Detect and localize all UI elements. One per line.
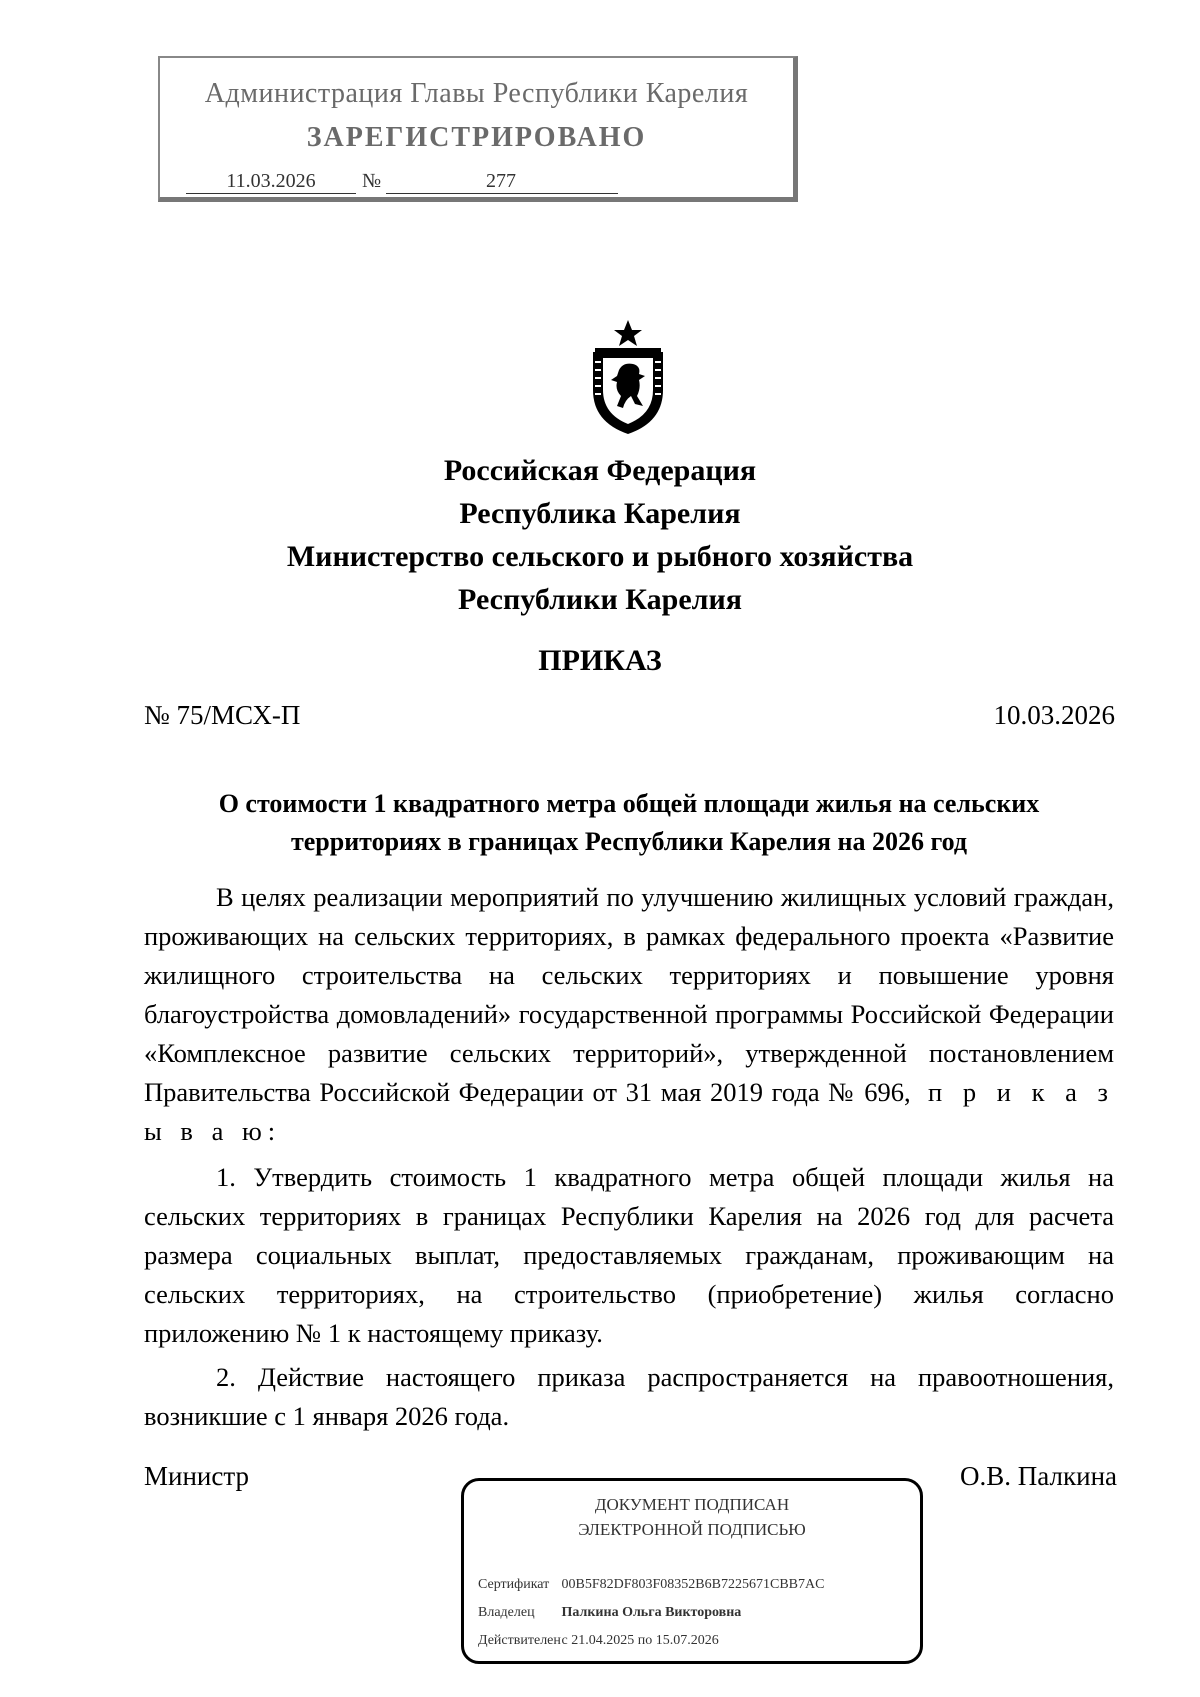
item-1-text: 1. Утвердить стоимость 1 квадратного метра общей площади жилья на сельских территориях в границах Республики Карелия на 2026 год для расчета размера социальных выплат, предоставляемых гражданам, проживающим на сельских территориях, на строительство (приобретение) жилья согласно приложению № 1 к настоящему приказу. (144, 1162, 1114, 1348)
header-ministry-region: Республики Карелия (458, 583, 742, 616)
electronic-signature-stamp (461, 1478, 923, 1664)
registration-organization: Администрация Главы Республики Карелия (204, 78, 749, 109)
esig-owner-row (478, 1605, 741, 1621)
esig-heading-1: ДОКУМЕНТ ПОДПИСАН (594, 1495, 790, 1514)
order-number: № 75/МСХ-П (144, 700, 301, 730)
header-ministry: Министерство сельского и рыбного хозяйства (286, 540, 914, 573)
esig-validity-label: Действителен (478, 1633, 561, 1648)
order-title: О стоимости 1 квадратного метра общей площади жилья на сельских территориях в границах Республики Карелия на 2026 год (218, 789, 1040, 856)
esig-owner-value: Палкина Ольга Викторовна (561, 1605, 742, 1620)
registration-stamp (158, 56, 798, 202)
signer-name: О.В. Палкина (960, 1461, 1117, 1491)
document-type: ПРИКАЗ (538, 644, 662, 677)
karelia-coat-of-arms-icon (583, 318, 673, 436)
order-date: 10.03.2026 (993, 700, 1115, 730)
item-2-text: 2. Действие настоящего приказа распространяется на правоотношения, возникшие с 1 января 2026 года. (144, 1362, 1114, 1431)
esig-owner-label: Владелец (478, 1605, 535, 1620)
preamble-paragraph (144, 878, 1114, 1151)
esig-certificate-value: 00B5F82DF803F08352B6B7225671CBB7AC (561, 1577, 825, 1592)
registration-status: ЗАРЕГИСТРИРОВАНО (306, 122, 647, 153)
directive-text: п р и к а з ы в а ю: (144, 1077, 1115, 1146)
esig-heading-2: ЭЛЕКТРОННОЙ ПОДПИСЬЮ (578, 1520, 806, 1539)
esig-certificate-row (478, 1577, 824, 1593)
registration-number: 277 (386, 170, 618, 194)
signer-position: Министр (144, 1461, 249, 1491)
esig-certificate-label: Сертификат (478, 1577, 550, 1592)
registration-number-sign: № (362, 170, 382, 192)
item-2-paragraph (144, 1358, 1114, 1436)
preamble-text: В целях реализации мероприятий по улучшению жилищных условий граждан, проживающих на сельских территориях, в рамках федерального проекта «Развитие жилищного строительства на сельских территориях и повышение уровня благоустройства домовладений» государственной программы Российской Федерации «Комплексное развитие сельских территорий», утвержденной постановлением Правительства Российской Федерации от 31 мая 2019 года № 696, (144, 882, 1114, 1107)
item-1-paragraph (144, 1158, 1114, 1353)
registration-date: 11.03.2026 (186, 170, 356, 194)
esig-validity-row (478, 1633, 719, 1649)
header-country: Российская Федерация (443, 454, 757, 487)
header-region: Республика Карелия (459, 497, 741, 530)
esig-validity-value: с 21.04.2025 по 15.07.2026 (561, 1633, 719, 1648)
